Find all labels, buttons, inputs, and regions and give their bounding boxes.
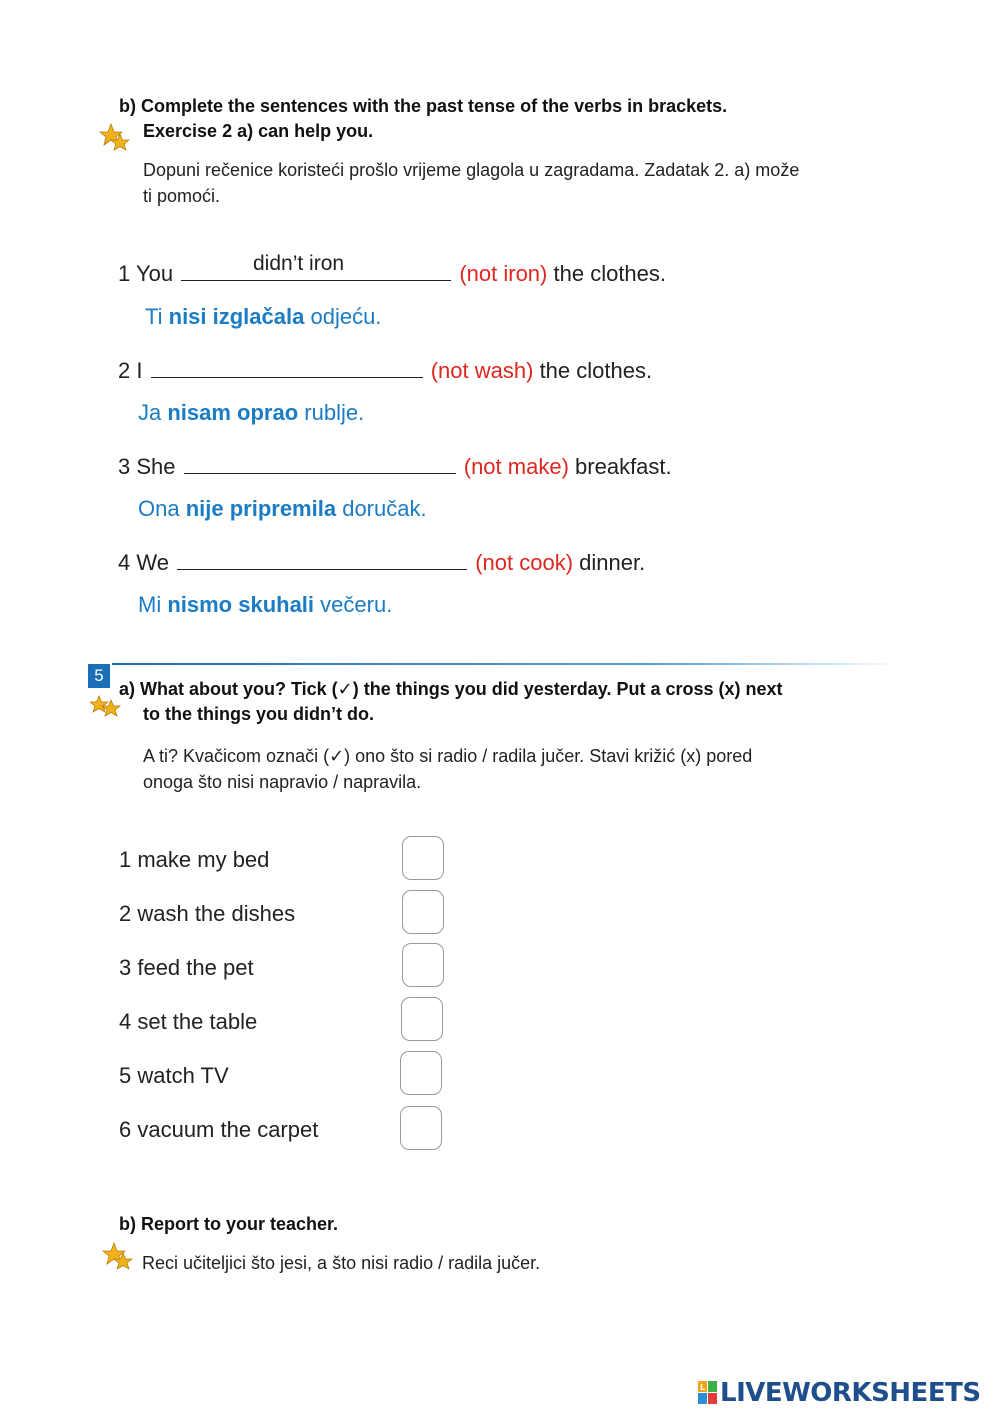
instruction-5a-line2: to the things you didn’t do. (143, 704, 374, 724)
exercise-number-badge: 5 (88, 664, 110, 688)
trans-pre: Ti (145, 304, 169, 329)
sentence-lead: 4 We (118, 550, 169, 575)
sentence-2 (118, 357, 652, 385)
tick-box-6[interactable] (400, 1106, 442, 1150)
translation-5a-line2: onoga što nisi napravio / napravila. (143, 772, 422, 792)
translation-b-line2: ti pomoći. (143, 186, 221, 206)
answer-text-1: didn’t iron (253, 252, 345, 275)
sentence-tail: the clothes. (539, 358, 653, 383)
trans-bold: nisam oprao (167, 400, 299, 425)
sentence-tail: breakfast. (575, 454, 672, 479)
tick-box-4[interactable] (401, 997, 443, 1041)
instruction-5b: b) Report to your teacher. (119, 1214, 339, 1234)
translation-5b: Reci učiteljici što jesi, a što nisi radio / radila jučer. (142, 1253, 541, 1273)
answer-blank-1[interactable] (181, 260, 451, 281)
translation-sentence-1 (145, 303, 381, 331)
liveworksheets-logo-icon (698, 1381, 718, 1405)
sentence-lead: 1 You (118, 261, 174, 286)
activity-item-6: 6 vacuum the carpet (119, 1117, 319, 1142)
instruction-5a-line1: a) What about you? Tick (✓) the things you did yesterday. Put a cross (x) next (119, 679, 783, 699)
sentence-tail: the clothes. (553, 261, 667, 286)
sentence-3 (118, 453, 672, 481)
tick-box-1[interactable] (402, 836, 444, 880)
answer-blank-2[interactable] (151, 357, 423, 378)
instruction-b-line2: Exercise 2 a) can help you. (143, 121, 374, 141)
activity-item-5: 5 watch TV (119, 1063, 229, 1088)
section-divider (112, 663, 900, 665)
trans-post: doručak. (336, 496, 427, 521)
logo-mark-letter-l: L (699, 1383, 706, 1392)
logo-text: LIVEWORKSHEETS (720, 1378, 981, 1408)
verb-hint: (not cook) (475, 550, 574, 575)
verb-hint: (not make) (463, 454, 569, 479)
verb-hint: (not iron) (459, 261, 548, 286)
stars-icon (98, 122, 132, 156)
sentence-1 (118, 260, 666, 288)
tick-box-2[interactable] (402, 890, 444, 934)
stars-icon (90, 694, 122, 718)
answer-blank-3[interactable] (184, 453, 456, 474)
answer-blank-4[interactable] (177, 549, 467, 570)
translation-sentence-4 (138, 591, 392, 619)
trans-bold: nije pripremila (185, 496, 337, 521)
sentence-lead: 3 She (118, 454, 176, 479)
translation-sentence-2 (138, 399, 364, 427)
trans-pre: Ona (138, 496, 186, 521)
activity-item-3: 3 feed the pet (119, 955, 254, 980)
instruction-b-line1: b) Complete the sentences with the past tense of the verbs in brackets. (119, 96, 728, 116)
tick-box-5[interactable] (400, 1051, 442, 1095)
trans-post: rublje. (298, 400, 365, 425)
translation-b-line1: Dopuni rečenice koristeći prošlo vrijeme glagola u zagradama. Zadatak 2. a) može (143, 160, 800, 180)
activity-item-2: 2 wash the dishes (119, 901, 296, 926)
liveworksheets-logo[interactable] (698, 1378, 981, 1408)
trans-pre: Ja (138, 400, 168, 425)
trans-post: odjeću. (304, 304, 382, 329)
trans-bold: nisi izglačala (168, 304, 305, 329)
sentence-tail: dinner. (579, 550, 646, 575)
tick-box-3[interactable] (402, 943, 444, 987)
stars-icon (101, 1241, 135, 1275)
sentence-4 (118, 549, 645, 577)
translation-5a-line1: A ti? Kvačicom označi (✓) ono što si radio / radila jučer. Stavi križić (x) pored (143, 746, 753, 766)
activity-item-4: 4 set the table (119, 1009, 258, 1034)
trans-bold: nismo skuhali (167, 592, 315, 617)
translation-sentence-3 (138, 495, 427, 523)
sentence-lead: 2 I (118, 358, 143, 383)
trans-pre: Mi (138, 592, 168, 617)
verb-hint: (not wash) (430, 358, 534, 383)
activity-item-1: 1 make my bed (119, 847, 270, 872)
trans-post: večeru. (314, 592, 393, 617)
